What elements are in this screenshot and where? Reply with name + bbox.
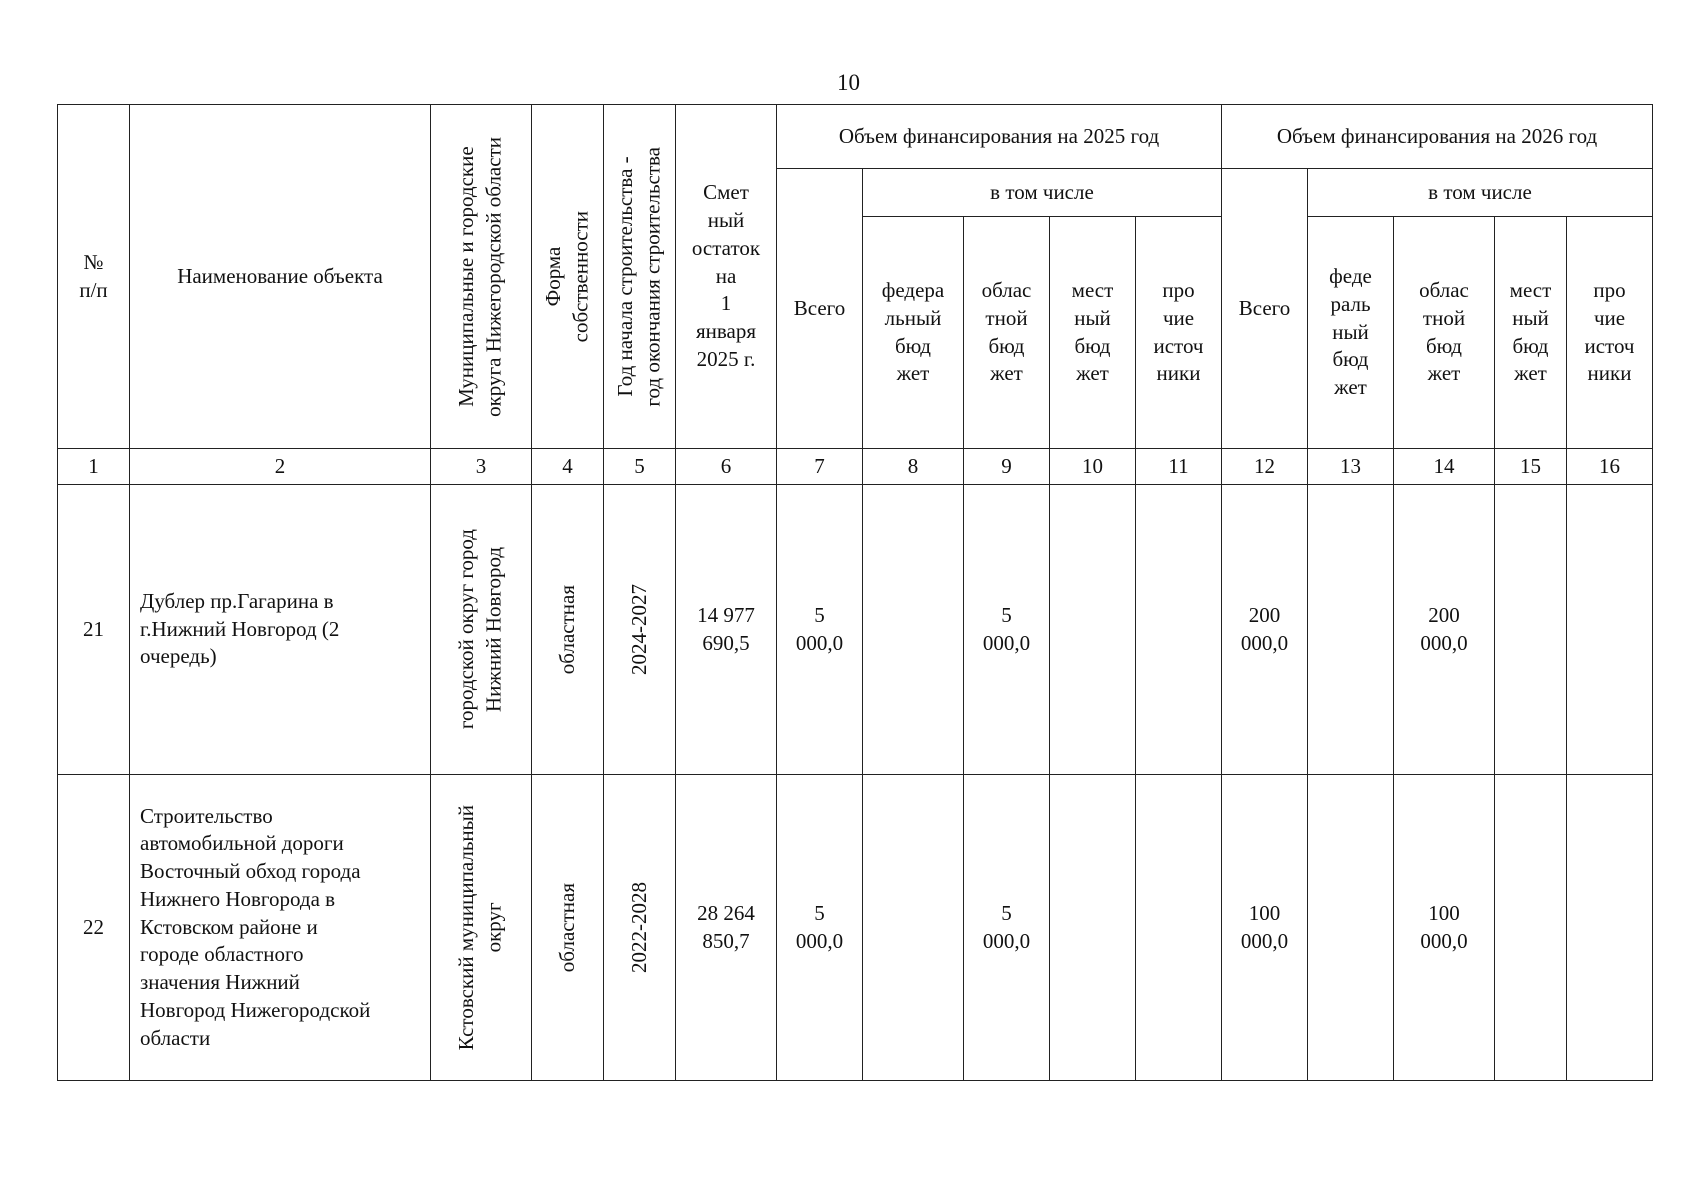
header-including-2026: в том числе bbox=[1308, 169, 1653, 217]
municipality-text: Кстовский муниципальный округ bbox=[454, 804, 506, 1051]
other-2025-cell bbox=[1136, 485, 1222, 775]
municipality-cell bbox=[431, 485, 532, 775]
row-num: 21 bbox=[58, 485, 130, 775]
header-years bbox=[604, 105, 676, 449]
header-name: Наименование объекта bbox=[130, 105, 431, 449]
header-ownership bbox=[532, 105, 604, 449]
local-2025-cell bbox=[1050, 775, 1136, 1081]
ownership-text: областная bbox=[554, 882, 579, 973]
local-2025-cell bbox=[1050, 485, 1136, 775]
table-row bbox=[58, 485, 1653, 775]
column-number: 10 bbox=[1050, 449, 1136, 485]
total-2025-cell: 5 000,0 bbox=[777, 485, 863, 775]
header-num: № п/п bbox=[58, 105, 130, 449]
other-2026-cell bbox=[1567, 485, 1653, 775]
column-number: 14 bbox=[1394, 449, 1495, 485]
table-row bbox=[58, 775, 1653, 1081]
column-number: 15 bbox=[1495, 449, 1567, 485]
ownership-cell bbox=[532, 485, 604, 775]
ownership-text: областная bbox=[554, 584, 579, 675]
header-estimate: Смет ный остаток на 1 января 2025 г. bbox=[676, 105, 777, 449]
header-total-2025: Всего bbox=[777, 169, 863, 449]
fed-2025-cell bbox=[863, 775, 964, 1081]
municipality-cell bbox=[431, 775, 532, 1081]
column-number: 5 bbox=[604, 449, 676, 485]
column-number: 7 bbox=[777, 449, 863, 485]
total-2025-cell: 5 000,0 bbox=[777, 775, 863, 1081]
header-other-2025: про чие источ ники bbox=[1136, 217, 1222, 449]
header-row-1 bbox=[58, 105, 1653, 169]
column-number: 6 bbox=[676, 449, 777, 485]
column-number: 16 bbox=[1567, 449, 1653, 485]
ownership-cell bbox=[532, 775, 604, 1081]
header-local-2025: мест ный бюд жет bbox=[1050, 217, 1136, 449]
years-cell bbox=[604, 775, 676, 1081]
column-number: 9 bbox=[964, 449, 1050, 485]
header-regional-2025: облас тной бюд жет bbox=[964, 217, 1050, 449]
column-number: 12 bbox=[1222, 449, 1308, 485]
local-2026-cell bbox=[1495, 775, 1567, 1081]
header-municipality bbox=[431, 105, 532, 449]
fed-2026-cell bbox=[1308, 775, 1394, 1081]
total-2026-cell: 100 000,0 bbox=[1222, 775, 1308, 1081]
estimate-cell: 28 264 850,7 bbox=[676, 775, 777, 1081]
row-num: 22 bbox=[58, 775, 130, 1081]
header-regional-2026: облас тной бюд жет bbox=[1394, 217, 1495, 449]
header-years-text: Год начала строительства - год окончания строительства bbox=[612, 146, 665, 407]
column-number: 11 bbox=[1136, 449, 1222, 485]
column-number: 2 bbox=[130, 449, 431, 485]
financing-table bbox=[57, 104, 1653, 1081]
column-number: 8 bbox=[863, 449, 964, 485]
other-2026-cell bbox=[1567, 775, 1653, 1081]
local-2026-cell bbox=[1495, 485, 1567, 775]
page-number: 10 bbox=[837, 70, 860, 95]
header-fed-2026: феде раль ный бюд жет bbox=[1308, 217, 1394, 449]
regional-2025-cell: 5 000,0 bbox=[964, 485, 1050, 775]
regional-2025-cell: 5 000,0 bbox=[964, 775, 1050, 1081]
header-other-2026: про чие источ ники bbox=[1567, 217, 1653, 449]
fed-2025-cell bbox=[863, 485, 964, 775]
object-name: Строительство автомобильной дороги Восточный обход города Нижнего Новгорода в Кстовском районе и городе областного значения Нижний Новгород Нижегородской области bbox=[130, 775, 431, 1081]
column-number: 1 bbox=[58, 449, 130, 485]
header-funding-2025: Объем финансирования на 2025 год bbox=[777, 105, 1222, 169]
regional-2026-cell: 200 000,0 bbox=[1394, 485, 1495, 775]
total-2026-cell: 200 000,0 bbox=[1222, 485, 1308, 775]
municipality-text: городской округ город Нижний Новгород bbox=[454, 529, 506, 730]
fed-2026-cell bbox=[1308, 485, 1394, 775]
column-number-row bbox=[58, 449, 1653, 485]
header-including-2025: в том числе bbox=[863, 169, 1222, 217]
years-cell bbox=[604, 485, 676, 775]
estimate-cell: 14 977 690,5 bbox=[676, 485, 777, 775]
header-funding-2026: Объем финансирования на 2026 год bbox=[1222, 105, 1653, 169]
other-2025-cell bbox=[1136, 775, 1222, 1081]
years-text: 2024-2027 bbox=[626, 584, 651, 675]
object-name: Дублер пр.Гагарина в г.Нижний Новгород (2 очередь) bbox=[130, 485, 431, 775]
column-number: 4 bbox=[532, 449, 604, 485]
years-text: 2022-2028 bbox=[626, 882, 651, 973]
header-municipality-text: Муниципальные и городские округа Нижегородской области bbox=[454, 136, 506, 417]
column-number: 13 bbox=[1308, 449, 1394, 485]
header-fed-2025: федера льный бюд жет bbox=[863, 217, 964, 449]
header-ownership-text: Форма собственности bbox=[540, 210, 593, 343]
header-total-2026: Всего bbox=[1222, 169, 1308, 449]
column-number: 3 bbox=[431, 449, 532, 485]
header-local-2026: мест ный бюд жет bbox=[1495, 217, 1567, 449]
regional-2026-cell: 100 000,0 bbox=[1394, 775, 1495, 1081]
